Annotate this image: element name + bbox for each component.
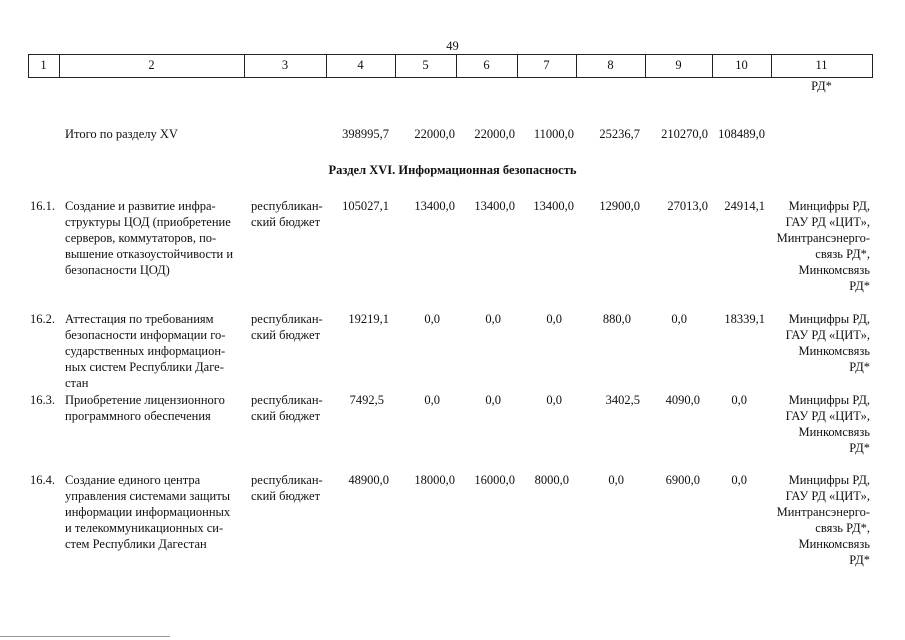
description-line: вышение отказоустойчивости и <box>65 247 234 261</box>
funding-source <box>251 198 323 230</box>
total-value-6: 22000,0 <box>474 127 515 141</box>
description-line: информации информационных <box>65 505 231 519</box>
total-value-10: 108489,0 <box>718 127 765 141</box>
value-col-5: 0,0 <box>424 312 440 326</box>
executor-line: связь РД*, <box>815 521 870 535</box>
footnote-divider <box>0 636 170 637</box>
executor-line: Минкомсвязь <box>798 344 870 358</box>
section-title: Раздел XVI. Информационная безопасность <box>328 163 577 177</box>
header-col-3: 3 <box>281 58 289 72</box>
description-line: Аттестация по требованиям <box>65 312 214 326</box>
value-col-8: 880,0 <box>602 312 631 326</box>
description-line: ных систем Республики Даге- <box>65 360 224 374</box>
header-col-5: 5 <box>422 58 429 72</box>
funding-source <box>251 472 323 504</box>
total-value-8: 25236,7 <box>599 127 640 141</box>
value-col-5: 18000,0 <box>414 473 455 487</box>
table-header <box>28 54 873 78</box>
header-col-10: 10 <box>735 58 748 72</box>
value-col-8: 0,0 <box>608 473 624 487</box>
total-value-5: 22000,0 <box>414 127 455 141</box>
value-col-4: 105027,1 <box>342 199 389 213</box>
value-col-10: 24914,1 <box>724 199 765 213</box>
header-col-11: 11 <box>815 58 828 72</box>
value-col-6: 0,0 <box>485 393 501 407</box>
funding-line: ский бюджет <box>251 215 321 229</box>
funding-line: республикан- <box>251 312 323 326</box>
description-line: Создание единого центра <box>65 473 201 487</box>
value-col-7: 0,0 <box>546 312 562 326</box>
total-label: Итого по разделу XV <box>65 127 178 141</box>
description-line: безопасности информации го- <box>65 328 226 342</box>
row-number: 16.4. <box>30 473 55 487</box>
description-line: сударственных информацион- <box>65 344 226 358</box>
carry-over-text: РД* <box>811 79 832 93</box>
executors <box>760 392 870 456</box>
funding-line: ский бюджет <box>251 409 321 423</box>
executor-line: Минцифры РД, <box>788 199 870 213</box>
funding-line: республикан- <box>251 473 323 487</box>
value-col-9: 0,0 <box>671 312 687 326</box>
description-line: программного обеспечения <box>65 409 211 423</box>
value-col-10: 18339,1 <box>724 312 765 326</box>
executor-line: Минкомсвязь <box>798 425 870 439</box>
executor-line: РД* <box>849 360 870 374</box>
value-col-4: 48900,0 <box>348 473 389 487</box>
value-col-10: 0,0 <box>731 393 747 407</box>
value-col-9: 27013,0 <box>667 199 708 213</box>
row-number: 16.3. <box>30 393 55 407</box>
header-col-1: 1 <box>40 58 47 72</box>
executor-line: связь РД*, <box>815 247 870 261</box>
header-col-4: 4 <box>357 58 364 72</box>
value-col-4: 19219,1 <box>348 312 389 326</box>
executor-line: ГАУ РД «ЦИТ», <box>785 409 870 423</box>
description-line: Создание и развитие инфра- <box>65 199 216 213</box>
executor-line: ГАУ РД «ЦИТ», <box>785 215 870 229</box>
total-value-9: 210270,0 <box>661 127 708 141</box>
executor-line: Минтрансэнерго- <box>776 231 870 245</box>
header-col-2: 2 <box>148 58 155 72</box>
executors <box>760 472 870 568</box>
total-value-7: 11000,0 <box>533 127 574 141</box>
description-line: Приобретение лицензионного <box>65 393 225 407</box>
value-col-10: 0,0 <box>731 473 747 487</box>
executor-line: Минцифры РД, <box>788 393 870 407</box>
funding-source <box>251 311 323 343</box>
value-col-8: 3402,5 <box>605 393 640 407</box>
executor-line: РД* <box>849 441 870 455</box>
description-line: серверов, коммутаторов, по- <box>65 231 217 245</box>
value-col-7: 8000,0 <box>534 473 569 487</box>
description-line: структуры ЦОД (приобретение <box>65 215 231 229</box>
executor-line: Минцифры РД, <box>788 312 870 326</box>
executors <box>760 198 870 294</box>
value-col-9: 4090,0 <box>665 393 700 407</box>
value-col-6: 16000,0 <box>474 473 515 487</box>
header-col-7: 7 <box>543 58 550 72</box>
header-col-9: 9 <box>675 58 682 72</box>
row-description <box>65 472 245 552</box>
executor-line: ГАУ РД «ЦИТ», <box>785 489 870 503</box>
value-col-5: 0,0 <box>424 393 440 407</box>
value-col-7: 0,0 <box>546 393 562 407</box>
row-number: 16.2. <box>30 312 55 326</box>
executor-line: ГАУ РД «ЦИТ», <box>785 328 870 342</box>
executor-line: РД* <box>849 279 870 293</box>
value-col-7: 13400,0 <box>533 199 574 213</box>
value-col-6: 0,0 <box>485 312 501 326</box>
header-col-6: 6 <box>483 58 490 72</box>
description-line: безопасности ЦОД) <box>65 263 170 277</box>
total-value-4: 398995,7 <box>342 127 389 141</box>
executor-line: Минтрансэнерго- <box>776 505 870 519</box>
row-description <box>65 311 245 391</box>
funding-line: республикан- <box>251 199 323 213</box>
row-number: 16.1. <box>30 199 55 213</box>
funding-line: ский бюджет <box>251 489 321 503</box>
header-col-8: 8 <box>607 58 614 72</box>
row-description <box>65 392 245 424</box>
funding-line: республикан- <box>251 393 323 407</box>
funding-line: ский бюджет <box>251 328 321 342</box>
value-col-4: 7492,5 <box>349 393 384 407</box>
page-number: 49 <box>446 39 459 53</box>
description-line: стан <box>65 376 89 390</box>
executor-line: Минкомсвязь <box>798 537 870 551</box>
executors <box>760 311 870 375</box>
value-col-5: 13400,0 <box>414 199 455 213</box>
executor-line: РД* <box>849 553 870 567</box>
value-col-8: 12900,0 <box>599 199 640 213</box>
row-description <box>65 198 245 278</box>
funding-source <box>251 392 323 424</box>
description-line: управления системами защиты <box>65 489 231 503</box>
executor-line: Минцифры РД, <box>788 473 870 487</box>
value-col-9: 6900,0 <box>665 473 700 487</box>
value-col-6: 13400,0 <box>474 199 515 213</box>
description-line: и телекоммуникационных си- <box>65 521 224 535</box>
description-line: стем Республики Дагестан <box>65 537 207 551</box>
executor-line: Минкомсвязь <box>798 263 870 277</box>
